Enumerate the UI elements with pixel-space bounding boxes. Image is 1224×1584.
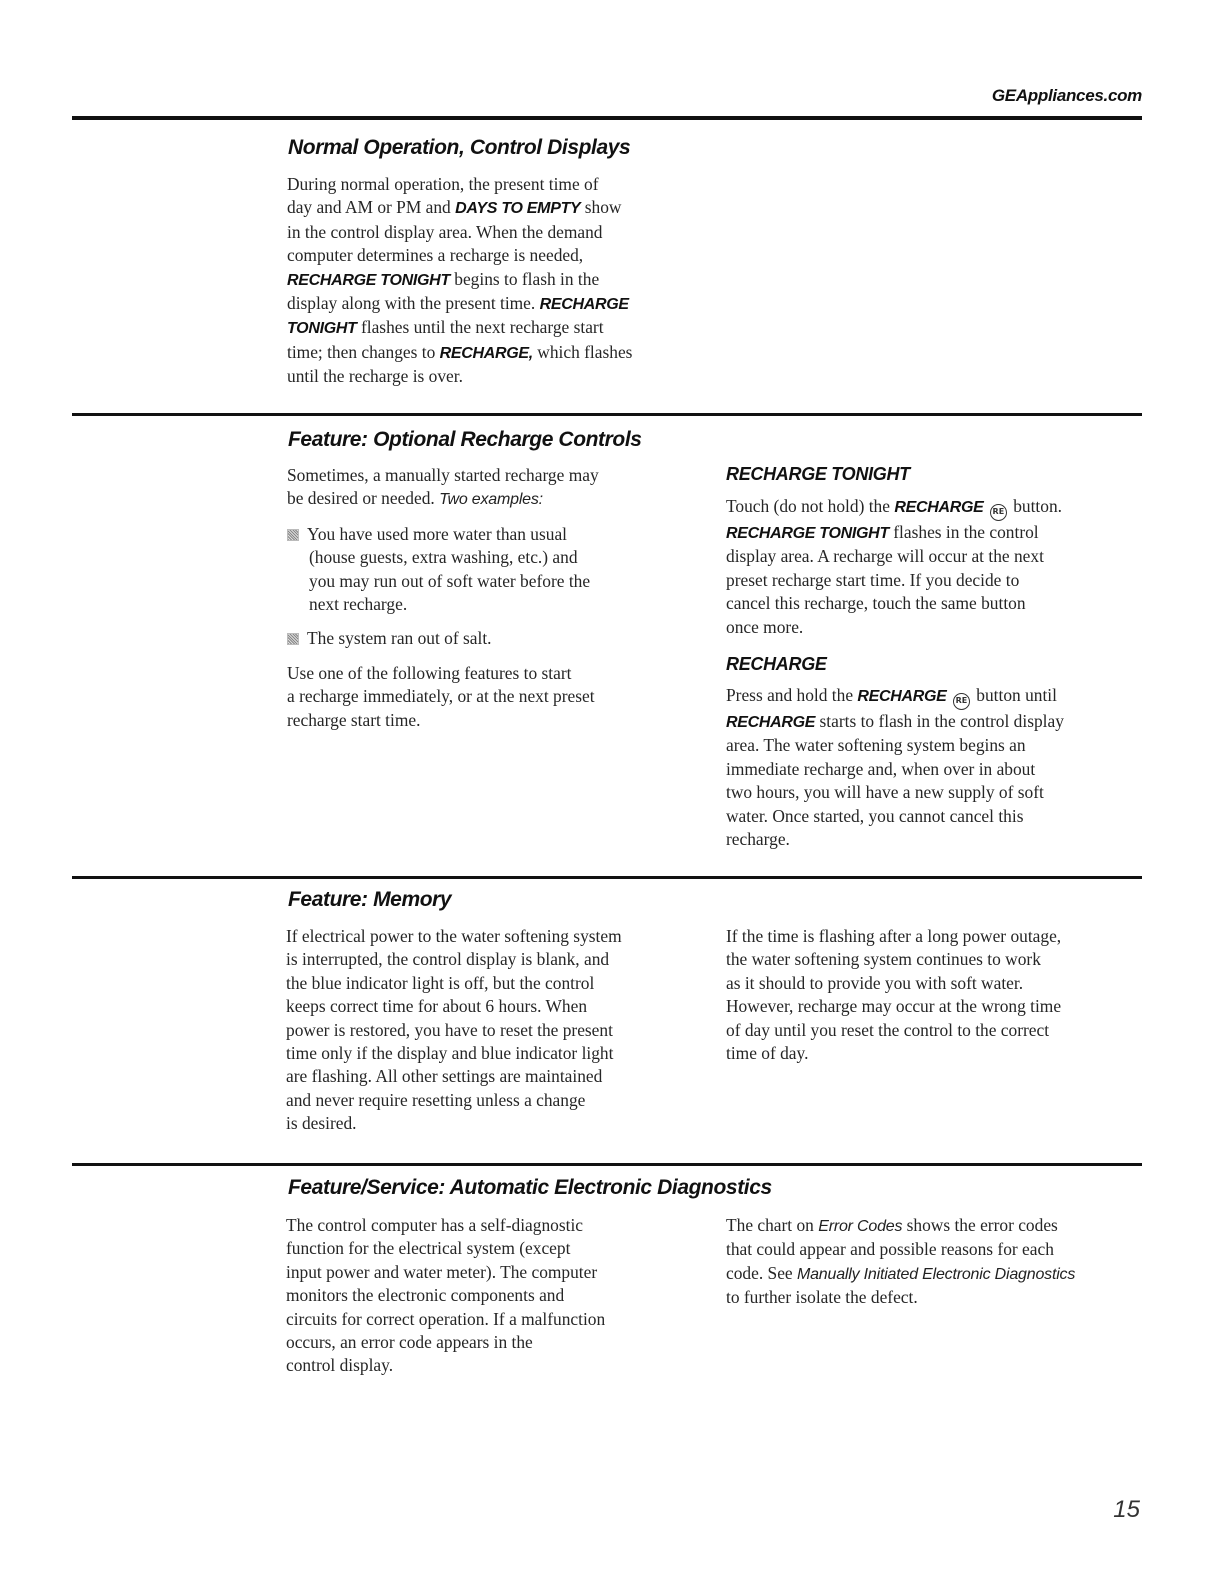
text-line: If the time is flashing after a long power outage,: [726, 926, 1062, 946]
recharge-body: [726, 684, 1146, 851]
section-memory-left: [286, 925, 716, 1136]
text-line: recharge.: [726, 829, 790, 850]
text-line: to further isolate the defect.: [726, 1287, 918, 1308]
error-codes-reference: Error Codes: [818, 1218, 903, 1235]
emphasis-label: RECHARGE: [539, 296, 629, 314]
text-line: RECHARGE starts to flash in the control display: [726, 711, 1064, 731]
text-line: Sometimes, a manually started recharge may: [287, 465, 599, 485]
section-memory-right: [726, 925, 1146, 1065]
text-line: Press and hold the RECHARGE RE button until: [726, 684, 1146, 710]
text-line: two hours, you will have a new supply of soft: [726, 782, 1044, 803]
section-recharge-controls-left: [287, 464, 707, 732]
text-line: monitors the electronic components and: [286, 1285, 565, 1306]
section-diagnostics-left: [286, 1214, 716, 1378]
text-line: is interrupted, the control display is blank, and: [286, 949, 610, 970]
site-url: GEAppliances.com: [991, 86, 1142, 105]
bullet-icon: [287, 529, 299, 541]
text-line: The control computer has a self-diagnostic: [286, 1215, 583, 1235]
recharge-title: RECHARGE: [726, 654, 827, 674]
text-line: time only if the display and blue indicator light: [286, 1043, 614, 1064]
text-line: are flashing. All other settings are maintained: [286, 1066, 603, 1087]
text-line: cancel this recharge, touch the same button: [726, 593, 1026, 614]
page-number: 15: [1113, 1496, 1140, 1523]
text-line: immediate recharge and, when over in about: [726, 758, 1036, 779]
section-memory-title: Feature: Memory: [288, 888, 452, 911]
text-line: recharge start time.: [287, 709, 421, 730]
text-line: once more.: [726, 616, 804, 637]
text-line: However, recharge may occur at the wrong time: [726, 996, 1062, 1017]
text-line: area. The water softening system begins an: [726, 735, 1026, 756]
text-line: RECHARGE TONIGHT flashes in the control: [726, 522, 1039, 542]
emphasis-label: RECHARGE: [894, 499, 984, 516]
section-normal-operation-body: [287, 173, 717, 389]
section-diagnostics-title: Feature/Service: Automatic Electronic Diagnostics: [288, 1176, 772, 1199]
emphasis-label: RECHARGE,: [439, 344, 533, 362]
manual-diagnostics-reference: Manually Initiated Electronic Diagnostics: [796, 1265, 1076, 1283]
text-line: power is restored, you have to reset the present: [286, 1019, 613, 1040]
text-line: water. Once started, you cannot cancel this: [726, 805, 1024, 826]
text-line: During normal operation, the present time of: [287, 174, 599, 194]
text-line: be desired or needed. Two examples:: [287, 488, 543, 509]
text-line: keeps correct time for about 6 hours. When: [286, 996, 588, 1017]
recharge-tonight-body: [726, 495, 1146, 639]
section-diagnostics-right: [726, 1214, 1146, 1310]
text-line: The chart on Error Codes shows the error codes: [726, 1215, 1058, 1235]
text-line: time of day.: [726, 1043, 809, 1064]
bullet-item: The system ran out of salt.: [287, 627, 707, 650]
text-line: Touch (do not hold) the RECHARGE RE button.: [726, 495, 1146, 521]
text-line: (house guests, extra washing, etc.) and: [309, 547, 578, 568]
text-line: code. See Manually Initiated Electronic Diagnostics: [726, 1262, 1076, 1283]
text-line: is desired.: [286, 1113, 357, 1134]
bullet-icon: [287, 633, 299, 645]
recharge-tonight-title: RECHARGE TONIGHT: [726, 464, 910, 484]
recharge-button-icon: RE: [990, 504, 1007, 521]
text-line: occurs, an error code appears in the: [286, 1332, 533, 1353]
text-line: next recharge.: [309, 594, 408, 615]
text-line: display area. A recharge will occur at the next: [726, 546, 1044, 567]
section-divider: [72, 1163, 1142, 1166]
text-line: TONIGHT flashes until the next recharge start: [287, 317, 604, 338]
emphasis-label: RECHARGE: [726, 714, 816, 731]
header-divider: [72, 116, 1142, 120]
text-line: you may run out of soft water before the: [309, 570, 591, 591]
text-line: that could appear and possible reasons for each: [726, 1239, 1054, 1260]
text-line: the blue indicator light is off, but the control: [286, 972, 595, 993]
emphasis-label: RECHARGE TONIGHT: [287, 271, 450, 289]
section-recharge-controls-title: Feature: Optional Recharge Controls: [288, 428, 642, 451]
text-line: in the control display area. When the demand: [287, 221, 603, 242]
text-line: preset recharge start time. If you decide to: [726, 569, 1020, 590]
text-line: time; then changes to RECHARGE, which flashes: [287, 341, 633, 362]
text-line: computer determines a recharge is needed,: [287, 245, 584, 266]
text-line: day and AM or PM and DAYS TO EMPTY show: [287, 197, 622, 218]
text-line: the water softening system continues to work: [726, 949, 1041, 970]
text-line: Use one of the following features to start: [287, 662, 572, 683]
emphasis-label: RECHARGE: [857, 688, 947, 705]
text-line: until the recharge is over.: [287, 366, 463, 387]
text-line: circuits for correct operation. If a malfunction: [286, 1308, 606, 1329]
text-line: input power and water meter). The computer: [286, 1261, 598, 1282]
text-line: a recharge immediately, or at the next preset: [287, 686, 595, 707]
text-line: as it should to provide you with soft water.: [726, 972, 1024, 993]
italic-label: Two examples:: [439, 491, 543, 509]
text-line: and never require resetting unless a change: [286, 1089, 586, 1110]
text-line: display along with the present time. RECHARGE: [287, 293, 629, 314]
text-line: of day until you reset the control to the correct: [726, 1019, 1050, 1040]
text-line: If electrical power to the water softening system: [286, 926, 622, 946]
section-normal-operation-title: Normal Operation, Control Displays: [288, 136, 631, 159]
section-divider: [72, 413, 1142, 416]
recharge-button-icon: RE: [953, 693, 970, 710]
text-line: control display.: [286, 1355, 394, 1376]
section-divider: [72, 876, 1142, 879]
text-line: function for the electrical system (except: [286, 1238, 571, 1259]
emphasis-label: TONIGHT: [287, 320, 357, 338]
emphasis-label: RECHARGE TONIGHT: [726, 525, 889, 542]
text-line: RECHARGE TONIGHT begins to flash in the: [287, 268, 600, 289]
bullet-item: You have used more water than usual: [287, 523, 707, 546]
emphasis-label: DAYS TO EMPTY: [455, 200, 581, 218]
